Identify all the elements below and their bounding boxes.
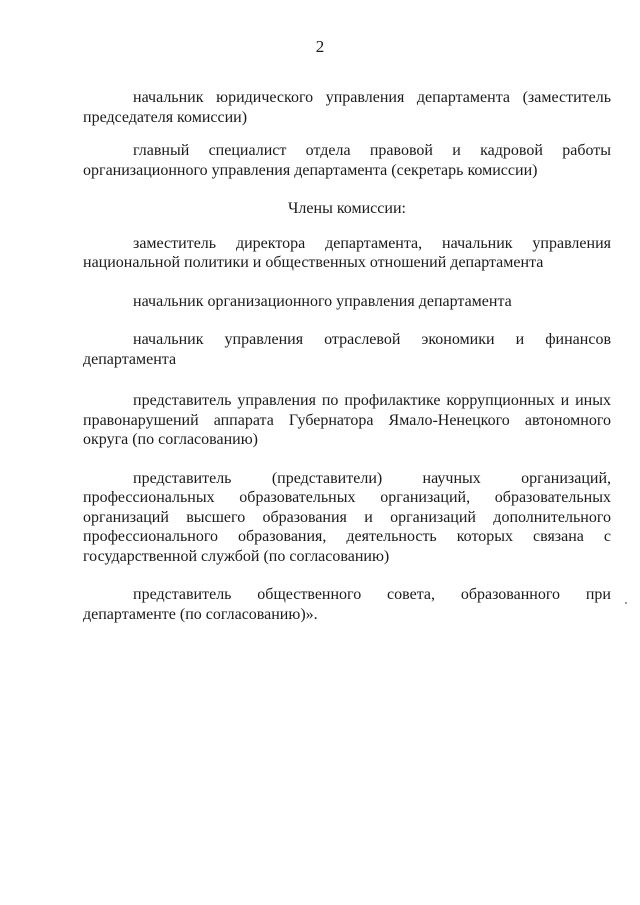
member-deputy-director: заместитель директора департамента, начальник управления национальной политики и общественных отношений департамента: [83, 234, 611, 271]
chair-deputy-paragraph: начальник юридического управления департамента (заместитель председателя комиссии): [83, 89, 611, 126]
secretary-paragraph: главный специалист отдела правовой и кадровой работы организационного управления департамента (секретарь комиссии): [83, 142, 611, 179]
scan-speck: [625, 602, 627, 604]
member-public-council-rep: представитель общественного совета, образованного при департаменте (по согласованию)».: [83, 586, 611, 623]
page-number: 2: [315, 37, 325, 56]
member-economics-head: начальник управления отраслевой экономики и финансов департамента: [83, 331, 611, 368]
member-education-rep: представитель (представители) научных организаций, профессиональных образовательных организаций, образовательных организаций высшего образования и организаций дополнительного профессионального образования, деятельность которых связана с государственной службой (по согласованию): [83, 469, 611, 565]
members-heading: Члены комиссии:: [288, 200, 406, 217]
member-anticorruption-rep: представитель управления по профилактике коррупционных и иных правонарушений аппарата Губернатора Ямало-Ненецкого автономного округа (по согласованию): [83, 392, 611, 448]
member-org-department-head: начальник организационного управления департамента: [133, 292, 512, 310]
document-body: [83, 88, 611, 638]
